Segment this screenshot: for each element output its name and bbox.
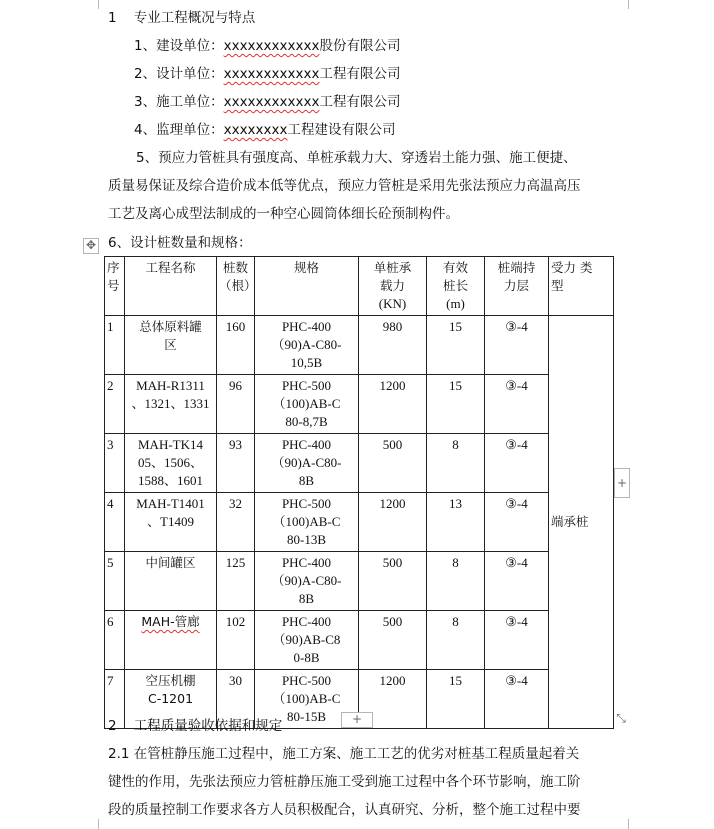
cell-count: 30 (217, 670, 255, 729)
table-move-handle[interactable]: ✥ (83, 238, 99, 254)
table-row (105, 434, 614, 493)
item-label: 1、建设单位： (134, 38, 224, 54)
para5-line3: 工艺及离心成型法制成的一种空心圆筒体细长砼预制构件。 (108, 206, 459, 222)
company-suffix: 工程有限公司 (319, 66, 401, 82)
cell-layer: ③-4 (485, 670, 549, 729)
header-count: 桩数 （根） (217, 257, 255, 316)
cell-name: MAH-R1311 、1321、1331 (125, 375, 217, 434)
cell-name: MAH-TK14 05、1506、 1588、1601 (125, 434, 217, 493)
cell-capacity: 1200 (359, 375, 427, 434)
table-row (105, 375, 614, 434)
pile-spec-table (104, 256, 614, 729)
cell-spec: PHC-500 （100)AB-C 80-13B (255, 493, 359, 552)
section-heading-1 (108, 8, 255, 28)
cell-length: 8 (427, 611, 485, 670)
cell-count: 96 (217, 375, 255, 434)
table-row (105, 611, 614, 670)
table-title: 6、设计桩数量和规格： (108, 235, 252, 251)
cell-layer: ③-4 (485, 375, 549, 434)
table-resize-handle[interactable]: ⤡ (614, 712, 628, 726)
header-length: 有效 桩长 (m) (427, 257, 485, 316)
cell-seq: 3 (105, 434, 125, 493)
cell-layer: ③-4 (485, 611, 549, 670)
cell-layer: ③-4 (485, 552, 549, 611)
cell-seq: 6 (105, 611, 125, 670)
cell-length: 13 (427, 493, 485, 552)
para5-line1: 5、预应力管桩具有强度高、单桩承载力大、穿透岩土能力强、施工便捷、 (136, 150, 577, 166)
item-label: 2、设计单位： (134, 66, 224, 82)
header-type: 受力 类 型 (549, 257, 614, 316)
cell-count: 93 (217, 434, 255, 493)
cell-capacity: 500 (359, 552, 427, 611)
cell-name: 中间罐区 (125, 552, 217, 611)
section-heading-2 (108, 716, 282, 736)
cell-count: 102 (217, 611, 255, 670)
page-corner-bottom-left (88, 819, 99, 829)
cell-spec: PHC-500 （100)AB-C 80-8,7B (255, 375, 359, 434)
cell-seq: 7 (105, 670, 125, 729)
cell-length: 8 (427, 434, 485, 493)
company-suffix: 工程建设有限公司 (287, 122, 396, 138)
heading-number: 2 (108, 718, 117, 734)
cell-seq: 5 (105, 552, 125, 611)
company-name: xxxxxxxx (223, 122, 288, 138)
company-suffix: 工程有限公司 (319, 94, 401, 110)
cell-spec: PHC-400 （90)A-C80- 8B (255, 434, 359, 493)
cell-count: 32 (217, 493, 255, 552)
cell-layer: ③-4 (485, 434, 549, 493)
cell-capacity: 980 (359, 316, 427, 375)
company-suffix: 股份有限公司 (319, 38, 401, 54)
cell-count: 160 (217, 316, 255, 375)
company-name: xxxxxxxxxxxx (223, 38, 320, 54)
para5-line2: 质量易保证及综合造价成本低等优点，预应力管桩是采用先张法预应力高温高压 (108, 178, 581, 194)
add-row-button[interactable]: + (341, 712, 373, 728)
para21-line2: 键性的作用，先张法预应力管桩静压施工受到施工过程中各个环节影响，施工阶 (108, 774, 581, 790)
cell-name: 总体原料罐 区 (125, 316, 217, 375)
item-supervisor (134, 120, 396, 140)
cell-type-merged: 端承桩 (549, 316, 614, 729)
page-corner-top-right (628, 0, 639, 9)
table-row (105, 552, 614, 611)
header-layer: 桩端持 力层 (485, 257, 549, 316)
page-corner-bottom-right (628, 819, 639, 829)
cell-spec: PHC-400 （90)AB-C8 0-8B (255, 611, 359, 670)
cell-capacity: 500 (359, 611, 427, 670)
cell-seq: 4 (105, 493, 125, 552)
cell-spec: PHC-500 （100)AB-C 80-15B (255, 670, 359, 729)
cell-capacity: 1200 (359, 493, 427, 552)
cell-capacity: 1200 (359, 670, 427, 729)
item-developer (134, 36, 400, 56)
heading-text: 专业工程概况与特点 (133, 10, 256, 26)
cell-layer: ③-4 (485, 316, 549, 375)
cell-name: MAH-管廊 (125, 611, 217, 670)
header-capacity: 单桩承 载力 (KN) (359, 257, 427, 316)
cell-spec: PHC-400 （90)A-C80- 8B (255, 552, 359, 611)
cell-length: 15 (427, 670, 485, 729)
add-column-button[interactable]: + (614, 468, 630, 498)
cell-length: 15 (427, 375, 485, 434)
header-name: 工程名称 (125, 257, 217, 316)
item-label: 3、施工单位： (134, 94, 224, 110)
cell-name: 空压机棚 C-1201 (125, 670, 217, 729)
cell-length: 8 (427, 552, 485, 611)
cell-count: 125 (217, 552, 255, 611)
cell-spec: PHC-400 （90)A-C80- 10,5B (255, 316, 359, 375)
para21-line1: 2.1 在管桩静压施工过程中，施工方案、施工工艺的优劣对桩基工程质量起着关 (108, 746, 580, 762)
table-header-row (105, 257, 614, 316)
header-spec: 规格 (255, 257, 359, 316)
item-designer (134, 64, 400, 84)
cell-length: 15 (427, 316, 485, 375)
table-row (105, 316, 614, 375)
cell-layer: ③-4 (485, 493, 549, 552)
heading-number: 1 (108, 10, 117, 26)
cell-name: MAH-T1401 、T1409 (125, 493, 217, 552)
table-row (105, 493, 614, 552)
company-name: xxxxxxxxxxxx (223, 94, 320, 110)
cell-capacity: 500 (359, 434, 427, 493)
cell-seq: 1 (105, 316, 125, 375)
para21-line3: 段的质量控制工作要求各方人员积极配合，认真研究、分析，整个施工过程中要 (108, 802, 581, 818)
header-seq: 序 号 (105, 257, 125, 316)
company-name: xxxxxxxxxxxx (223, 66, 320, 82)
cell-seq: 2 (105, 375, 125, 434)
page-corner-top-left (88, 0, 99, 9)
item-label: 4、监理单位： (134, 122, 224, 138)
item-contractor (134, 92, 400, 112)
heading-text: 工程质量验收依据和规定 (133, 718, 283, 734)
